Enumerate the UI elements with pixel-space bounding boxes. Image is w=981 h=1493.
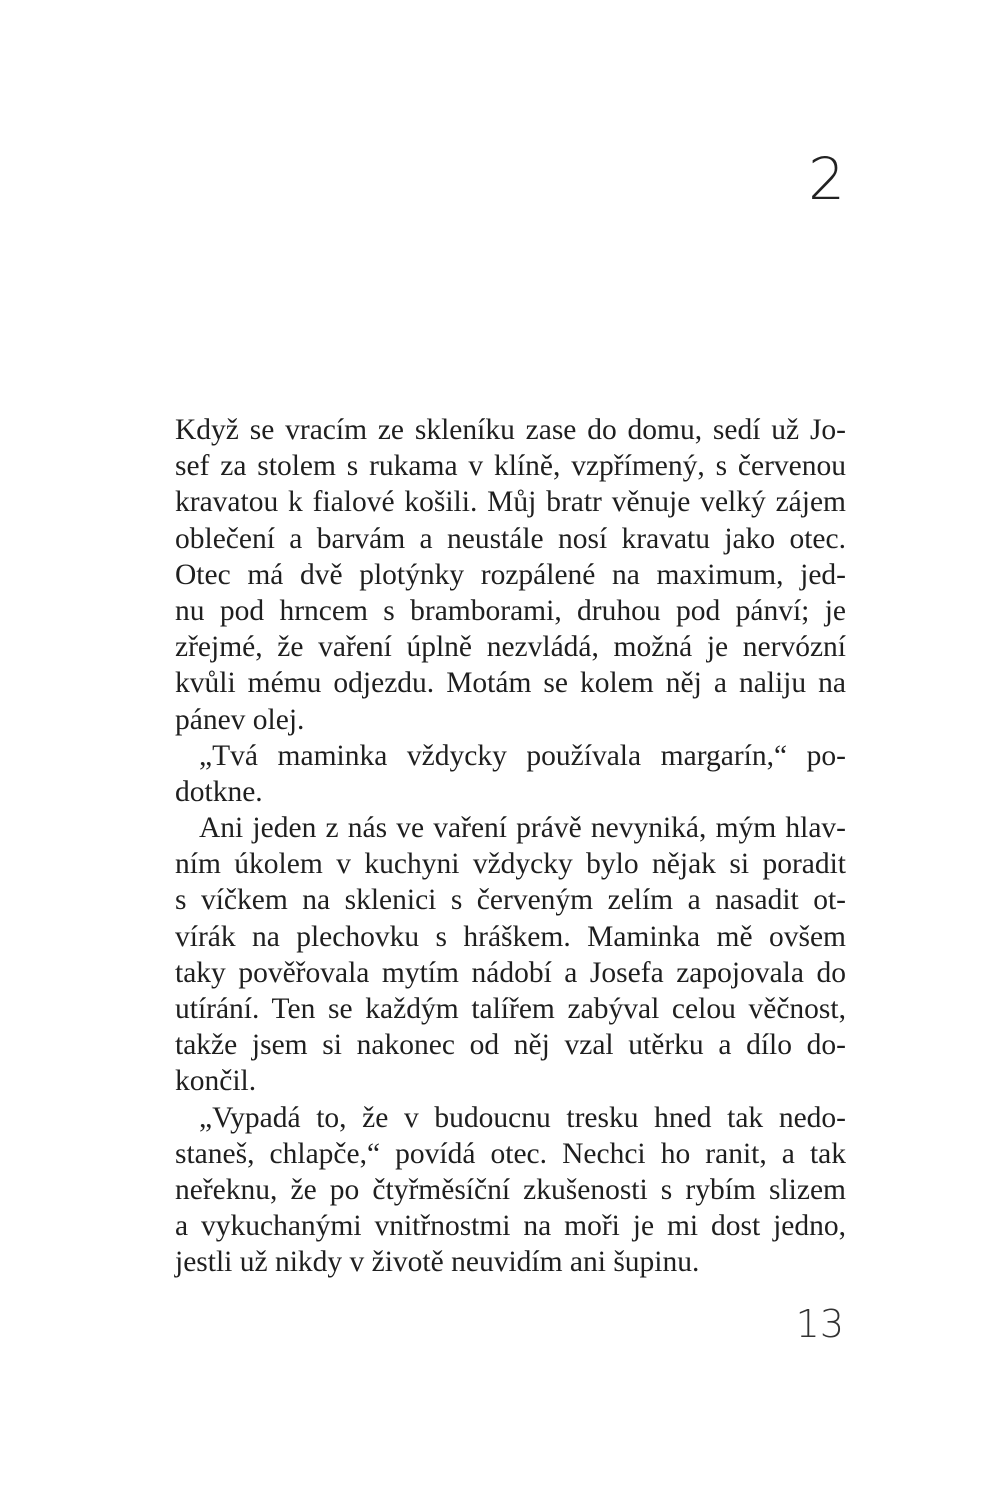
- text-line: Otec má dvě plotýnky rozpálené na maximum, jed-: [175, 558, 846, 591]
- text-line: sef za stolem s rukama v klíně, vzpřímený, s červenou: [175, 450, 846, 483]
- text-line: jestli už nikdy v životě neuvidím ani šupinu.: [175, 1246, 700, 1279]
- text-line: kvůli mému odjezdu. Motám se kolem něj a naliju na: [175, 667, 846, 700]
- text-line: ním úkolem v kuchyni vždycky bylo nějak si poradit: [175, 848, 846, 881]
- text-line: a vykuchanými vnitřnostmi na moři je mi dost jedno,: [175, 1210, 846, 1243]
- text-line: kravatou k fialové košili. Můj bratr věnuje velký zájem: [175, 486, 846, 519]
- text-line: neřeknu, že po čtyřměsíční zkušenosti s rybím slizem: [175, 1173, 846, 1206]
- text-line: nu pod hrncem s bramborami, druhou pod pánví; je: [175, 594, 846, 627]
- text-line: zřejmé, že vaření úplně nezvládá, možná je nervózní: [175, 631, 846, 664]
- chapter-number: 2: [808, 145, 845, 213]
- text-line: taky pověřovala mytím nádobí a Josefa zapojovala do: [175, 956, 846, 989]
- text-line: Ani jeden z nás ve vaření právě nevyniká, mým hlav-: [199, 812, 846, 845]
- text-line: „Tvá maminka vždycky používala margarín,“ po-: [199, 739, 846, 772]
- page-number: 13: [795, 1302, 844, 1346]
- text-line: končil.: [175, 1065, 257, 1098]
- text-line: Když se vracím ze skleníku zase do domu, sedí už Jo-: [175, 414, 846, 446]
- text-line: vírák na plechovku s hráškem. Maminka mě ovšem: [175, 920, 846, 953]
- text-line: pánev olej.: [175, 703, 305, 736]
- text-line: oblečení a barvám a neustále nosí kravatu jako otec.: [175, 522, 846, 555]
- text-line: dotkne.: [175, 775, 263, 808]
- body-text: [175, 412, 846, 1281]
- text-line: „Vypadá to, že v budoucnu tresku hned tak nedo-: [199, 1101, 846, 1134]
- text-line: s víčkem na sklenici s červeným zelím a nasadit ot-: [175, 884, 846, 917]
- text-line: utírání. Ten se každým talířem zabýval celou věčnost,: [175, 993, 846, 1025]
- text-line: takže jsem si nakonec od něj vzal utěrku a dílo do-: [175, 1029, 846, 1062]
- text-line: staneš, chlapče,“ povídá otec. Nechci ho ranit, a tak: [175, 1137, 846, 1170]
